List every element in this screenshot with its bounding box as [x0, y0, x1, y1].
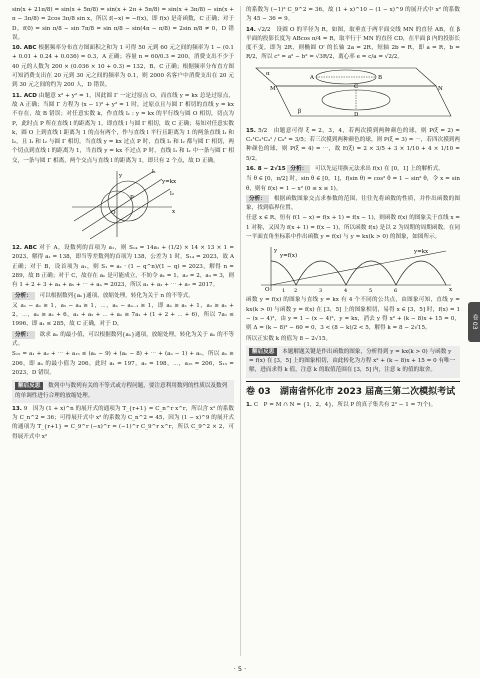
question-16: [246, 165, 460, 174]
analysis-text: 欲求 aₙ 的最小值，可以根据数列{aₙ}通项，放缩处理，转化为关于 aₙ 的不等式。: [12, 331, 234, 348]
answer: ACD: [23, 92, 37, 99]
question-14: [246, 26, 460, 63]
question-11: [12, 92, 234, 166]
paragraph-q12-end: S₁₅ = a₁ + a₂ + ⋯ + a₁₅ ≤ (aₙ − 9) + (aₙ − 8) + ⋯ + (aₙ − 1) + aₙ，所以 aₙ ≥ 206，即 aₙ 的最小值为 206，此时 a₁ = 197，a₂ = 198，⋯，a₁₅ = 206，S₁₅ = 2023，D 错误。: [12, 351, 234, 376]
reflection-text: 数列中与数列有关的不等式或方程问题，要注意利用数列的性质以及数列的单调性进行合理的放缩处理。: [15, 383, 228, 399]
question-1: [246, 401, 460, 410]
question-number: 11.: [12, 92, 22, 99]
plane-label-alpha: α: [266, 70, 270, 77]
paragraph-q16-c: 函数 y = f(x) 的图象与直线 y = kx 有 4 个不同的公共点，由图象可知，直线 y = kx(k > 0) 与函数 y = f(x) 在 [3，5] 上的图象相切，易得 x ∈ [3，5] 时，f(x) = 1 − (x − 4)²，由 y = 1 − (x − 4)²，y = kx，消去 y 得 x² + (k − 8)x + 15 = 0，则 Δ = (k − 8)² − 60 = 0，3 < (8 − k)/2 < 5，解得 k = 8 − 2√15。: [246, 297, 460, 332]
question-15: [246, 127, 460, 164]
circle-lines-diagram: [12, 169, 234, 241]
line-label-l1: l₁: [152, 169, 156, 176]
question-number: 16.: [246, 165, 256, 172]
line-label-l2: l₂: [170, 191, 174, 198]
analysis-tag: 分析：: [12, 292, 35, 300]
answer: ABC: [23, 45, 37, 52]
line-label-ykx: y=kx: [162, 179, 177, 186]
paragraph-q12-cont: 又 aₙ − a₁ ≥ 1，a₅ − a₄ ≥ 1，⋯，aₙ − aₙ₋₁ ≥ 1，即 aₙ ≥ a₁ + 1，a₂ ≥ a₁ + 2，⋯，aₙ ≥ a₁ + 6，a₁ + a₂ + ⋯ + aₙ ≥ 7a₁ + (1 + 2 + ⋯ + 6)，所以 7a₁ ≤ 1996，即 a₁ ≤ 285，故 C 正确，对于 D，: [12, 302, 234, 328]
point-label-a: A: [310, 74, 314, 81]
axis-label-x: x: [172, 209, 176, 216]
reflection-box: [12, 380, 234, 403]
line-label-ykx: y=kx: [414, 249, 429, 256]
explanation: 5/2 由题意可得 ξ = 2，3，4，若两次摸到两种颜色的球，则 P(ξ = 2) = C₂¹C₃¹C₄¹ / C₉³ = 3/5；若三次摸到两种颜色的球，则 P(ξ = 3) = ⋯，若四次摸到两种颜色的球，则 P(ξ = 4) = ⋯，故 E(ξ) = 2 × 3/5 + 3 × 1/10 + 4 × 1/10 = 5/2。: [246, 127, 460, 162]
question-number: 12.: [12, 245, 22, 252]
paragraph-q16-b: 任意 x ∈ R，恒有 f(1 − x) = f(x + 1) = f(x − 1)，则函数 f(x) 的图象关于直线 x = 1 对称，又因为 f(x + 1) = f(x − 1)，所以函数 f(x) 是以 2 为周期的周期函数。在同一平面直角坐标系中作出函数 y = f(x) 与 y = kx(k > 0) 的图象，如图所示。: [246, 215, 460, 241]
question-number: 13.: [12, 405, 22, 412]
explanation: 根据频率分布直方图面积之和为 1 可得 50 元到 60 元之间的频率为 1 − (0.1 + 0.01 + 0.24 + 0.036) = 0.3，A 正确；容量 n = 60/0.3 = 200，消费支出不少于 40 元的人数为 200 × (0.036 × 10 + 0.3) = 132，B、C 正确；根据频率分布直方图可知消费支出在 20 元到 30 元之间的频率为 0.1，则 2000 名客户中消费支出在 20 元到 30 元之间的约为 200 人，D 错误。: [12, 45, 234, 89]
periodic-function-graph: [246, 245, 460, 293]
explanation: C P = M ∩ N = {1，2，4}，所以 P 的真子集共有 2³ − 1 = 7(个)。: [253, 401, 437, 408]
side-tab: 卷 03: [468, 302, 480, 342]
explanation: 对于 A，设数列的首项为 a₁，则 S₁₄ = 14a₁ + (1/2) × 14 × 13 × 1 = 2023，解得 a₁ = 138，即当等差数列的首项为 138，公差为 1 时，S₁₄ = 2023，故 A 正确；对于 B，设首项为 a₁，则 S₁ = a₁ · (1 − q^n)/(1 − q) = 2023，解得 n = 289，故 B 正确；对于 C，故存在 aₙ 是可能成立，不妨令 a₁ = 1，a₂ = 2，a₃ = 3，则有 1 + 2 + 3 + a₄ + a₅ + ⋯ + aₙ = 2023，所以 a₁ + a₂ + ⋯ + a₇ = 2017。: [12, 245, 234, 289]
question-number: 10.: [12, 45, 22, 52]
reflection-tag: 解后反思: [249, 348, 277, 356]
plane-label-beta: β: [298, 108, 302, 115]
projection-diagram: [246, 66, 460, 124]
tick-5: 5: [369, 288, 373, 294]
origin-label: O: [265, 287, 270, 294]
paragraph-q16-a: 当 θ ∈ [0，π/2] 时，sin θ ∈ [0，1]，f(sin θ) = cos² θ = 1 − sin² θ，令 x = sin θ，则有 f(x) = 1 − x² (0 ≤ x ≤ 1)。: [246, 176, 460, 192]
tick-4: 4: [344, 288, 348, 294]
tick-6: 6: [394, 288, 398, 294]
analysis-note-2: [12, 331, 234, 350]
left-column: [12, 6, 234, 656]
analysis-text: 根据函数图象交点求参数的范围，往往先将函数的性质，并作出函数的图象，找到临界位置。: [246, 195, 460, 212]
analysis-note: [12, 292, 234, 301]
figure-periodic-function: [246, 245, 460, 293]
analysis-text: 可以先运用换元法求出 f(x) 在 [0，1] 上的解析式。: [314, 165, 444, 172]
analysis-text: 可以根据数列{aₙ}通项，放缩处理，转化为关于 n 的不等式。: [39, 292, 194, 299]
figure-circle-lines: [12, 169, 234, 241]
origin-label: O: [111, 210, 116, 217]
paragraph-q16-d: 所以正实数 k 的值为 8 − 2√15。: [246, 335, 332, 342]
section-heading: [246, 381, 460, 399]
question-10: [12, 44, 234, 90]
answer: 8 − 2√15: [257, 165, 286, 172]
analysis-note-16: [246, 195, 460, 214]
figure-projection: [246, 66, 460, 124]
point-label-n: N: [438, 85, 443, 92]
question-number: 14.: [246, 26, 256, 33]
axis-label-y: y: [119, 173, 123, 180]
point-label-b: B: [378, 74, 383, 81]
tick-1: 1: [282, 288, 286, 294]
curve-label-fx: y=f(x): [280, 253, 298, 260]
question-number: 15.: [246, 127, 256, 134]
explanation: √2/2 设圆 O 的半径为 R，如图，取垂直于两平面交线 MN 的直径 AB，在 β 平面的投影长度为 ABcos π/4 = R，取平行于 MN 的直径 CD，在平面 β 内的投影长度不变，即为 2R，则椭圆 O' 的长轴 2a = 2R，短轴 2b = R，即 a = R，b = R/2，所以 c² = a² − b² = √3R/2，离心率 e = c/a = √2/2。: [246, 26, 460, 61]
section-title-text: 湖南省怀化市 2023 届高三第二次模拟考试: [279, 386, 456, 397]
reflection-box: [246, 346, 460, 378]
paragraph-q13-tail: 的系数为 (−1)² C_9^2 = 36，故 (1 + x)^10 − (1 − x)^9 的展开式中 x² 的系数为 45 − 36 = 9。: [246, 7, 460, 23]
question-number: 1.: [246, 401, 253, 408]
analysis-tag: 分析：: [12, 331, 35, 339]
reflection-text: 本题解题关键是作出函数的图象，分析得到 y = kx(k > 0) 与函数 y = f(x) 在 [3，5] 上的图象相切，由此转化为方程 x² + (k − 8)x + 15 = 0 有唯一解，进而求得 k 值，注意 k 的取值范围在 [3，5] 内，注意 k 的值的取舍。: [249, 348, 456, 374]
analysis-tag: 分析：: [246, 195, 269, 203]
tick-2: 2: [294, 288, 298, 294]
answer: ABC: [24, 245, 37, 252]
point-label-p: P: [130, 195, 134, 202]
point-label-m: M: [270, 85, 276, 92]
analysis-tag: 分析：: [287, 165, 310, 173]
explanation: 9 因为 (1 + x)^n 的展开式的通项为 T_{r+1} = C_n^r x^r，所以含 x² 的系数为 C_n^2 = 36；可得展开式中 x² 的系数为 C_n^2 = 45，因为 (1 − x)^9 的展开式的通项为 T_{r+1} = C_9^r (−x)^r = (−1)^r C_9^r x^r，所以 C_9^2 × 2，可得展开式中 x²: [12, 405, 234, 440]
tick-3: 3: [319, 288, 323, 294]
section-volume: 卷 03: [246, 386, 271, 397]
explanation: 由题意 x² + y² = 1，因此圆 Γ 一定过原点 O，而直线 y = kx 总是过原点，故 A 正确；当圆 Γ 方程为 (x − 1)² + y² = 1 时，过原点且与圆 Γ 相切的直线 y = kx 不存在，故 B 错误；对任意实数 k，作直线 l₁ : y = kx 的平行线与圆 O 相切，切点为 P，此时点 P 所在直线 l 的距离为 1，即直线 l 与圆 Γ 相切，故 C 正确；易知对任意实数 k，圆 O 上到直线 l 距离为 1 的点有两个，作与直线 l 平行且距离为 1 的两条直线 l₁ 和 l₂，且 l₁ 和 l₂ 与圆 Γ 相切，当直线 y = kx 过点 P 时，直线 l₁ 和 l₂ 都与圆 Γ 相切，两个切点到直线 l 的距离为 1，当直线 y = kx 不过点 P 时，直线 l₁ 和 l₂ 中一条与圆 Γ 相交，一条与圆 Γ 相离，两个交点与直线 l 的距离为 1，即只有 2 个点，故 D 正确。: [12, 92, 234, 164]
page-number: · 5 ·: [233, 664, 247, 673]
column-divider: [240, 6, 241, 656]
point-label-c: C: [354, 83, 359, 90]
paragraph-q9-tail: sin(x + 21π/8) = sin(x + 5π/8) = sin(x + 2π + 5π/8) = sin(x + 3π/8) − sin(x + π − 3π/8) = 2cos 3π/8 sin x，所以 f(−x) = −f(x)，即 f(x) 是奇函数，C 正确；对于 D，f(0) = sin π/8 − sin 7π/8 = sin π/8 − sin(4π − π/8) = 2sin π/8 ≠ 0，D 错误。: [12, 7, 234, 41]
question-12: [12, 244, 234, 290]
point-label-d: D: [354, 111, 359, 118]
reflection-tag: 解后反思: [15, 382, 43, 390]
axis-label-x: x: [449, 287, 453, 294]
question-13: [12, 405, 234, 442]
right-column: [246, 6, 460, 656]
axis-label-y: y: [274, 248, 278, 255]
